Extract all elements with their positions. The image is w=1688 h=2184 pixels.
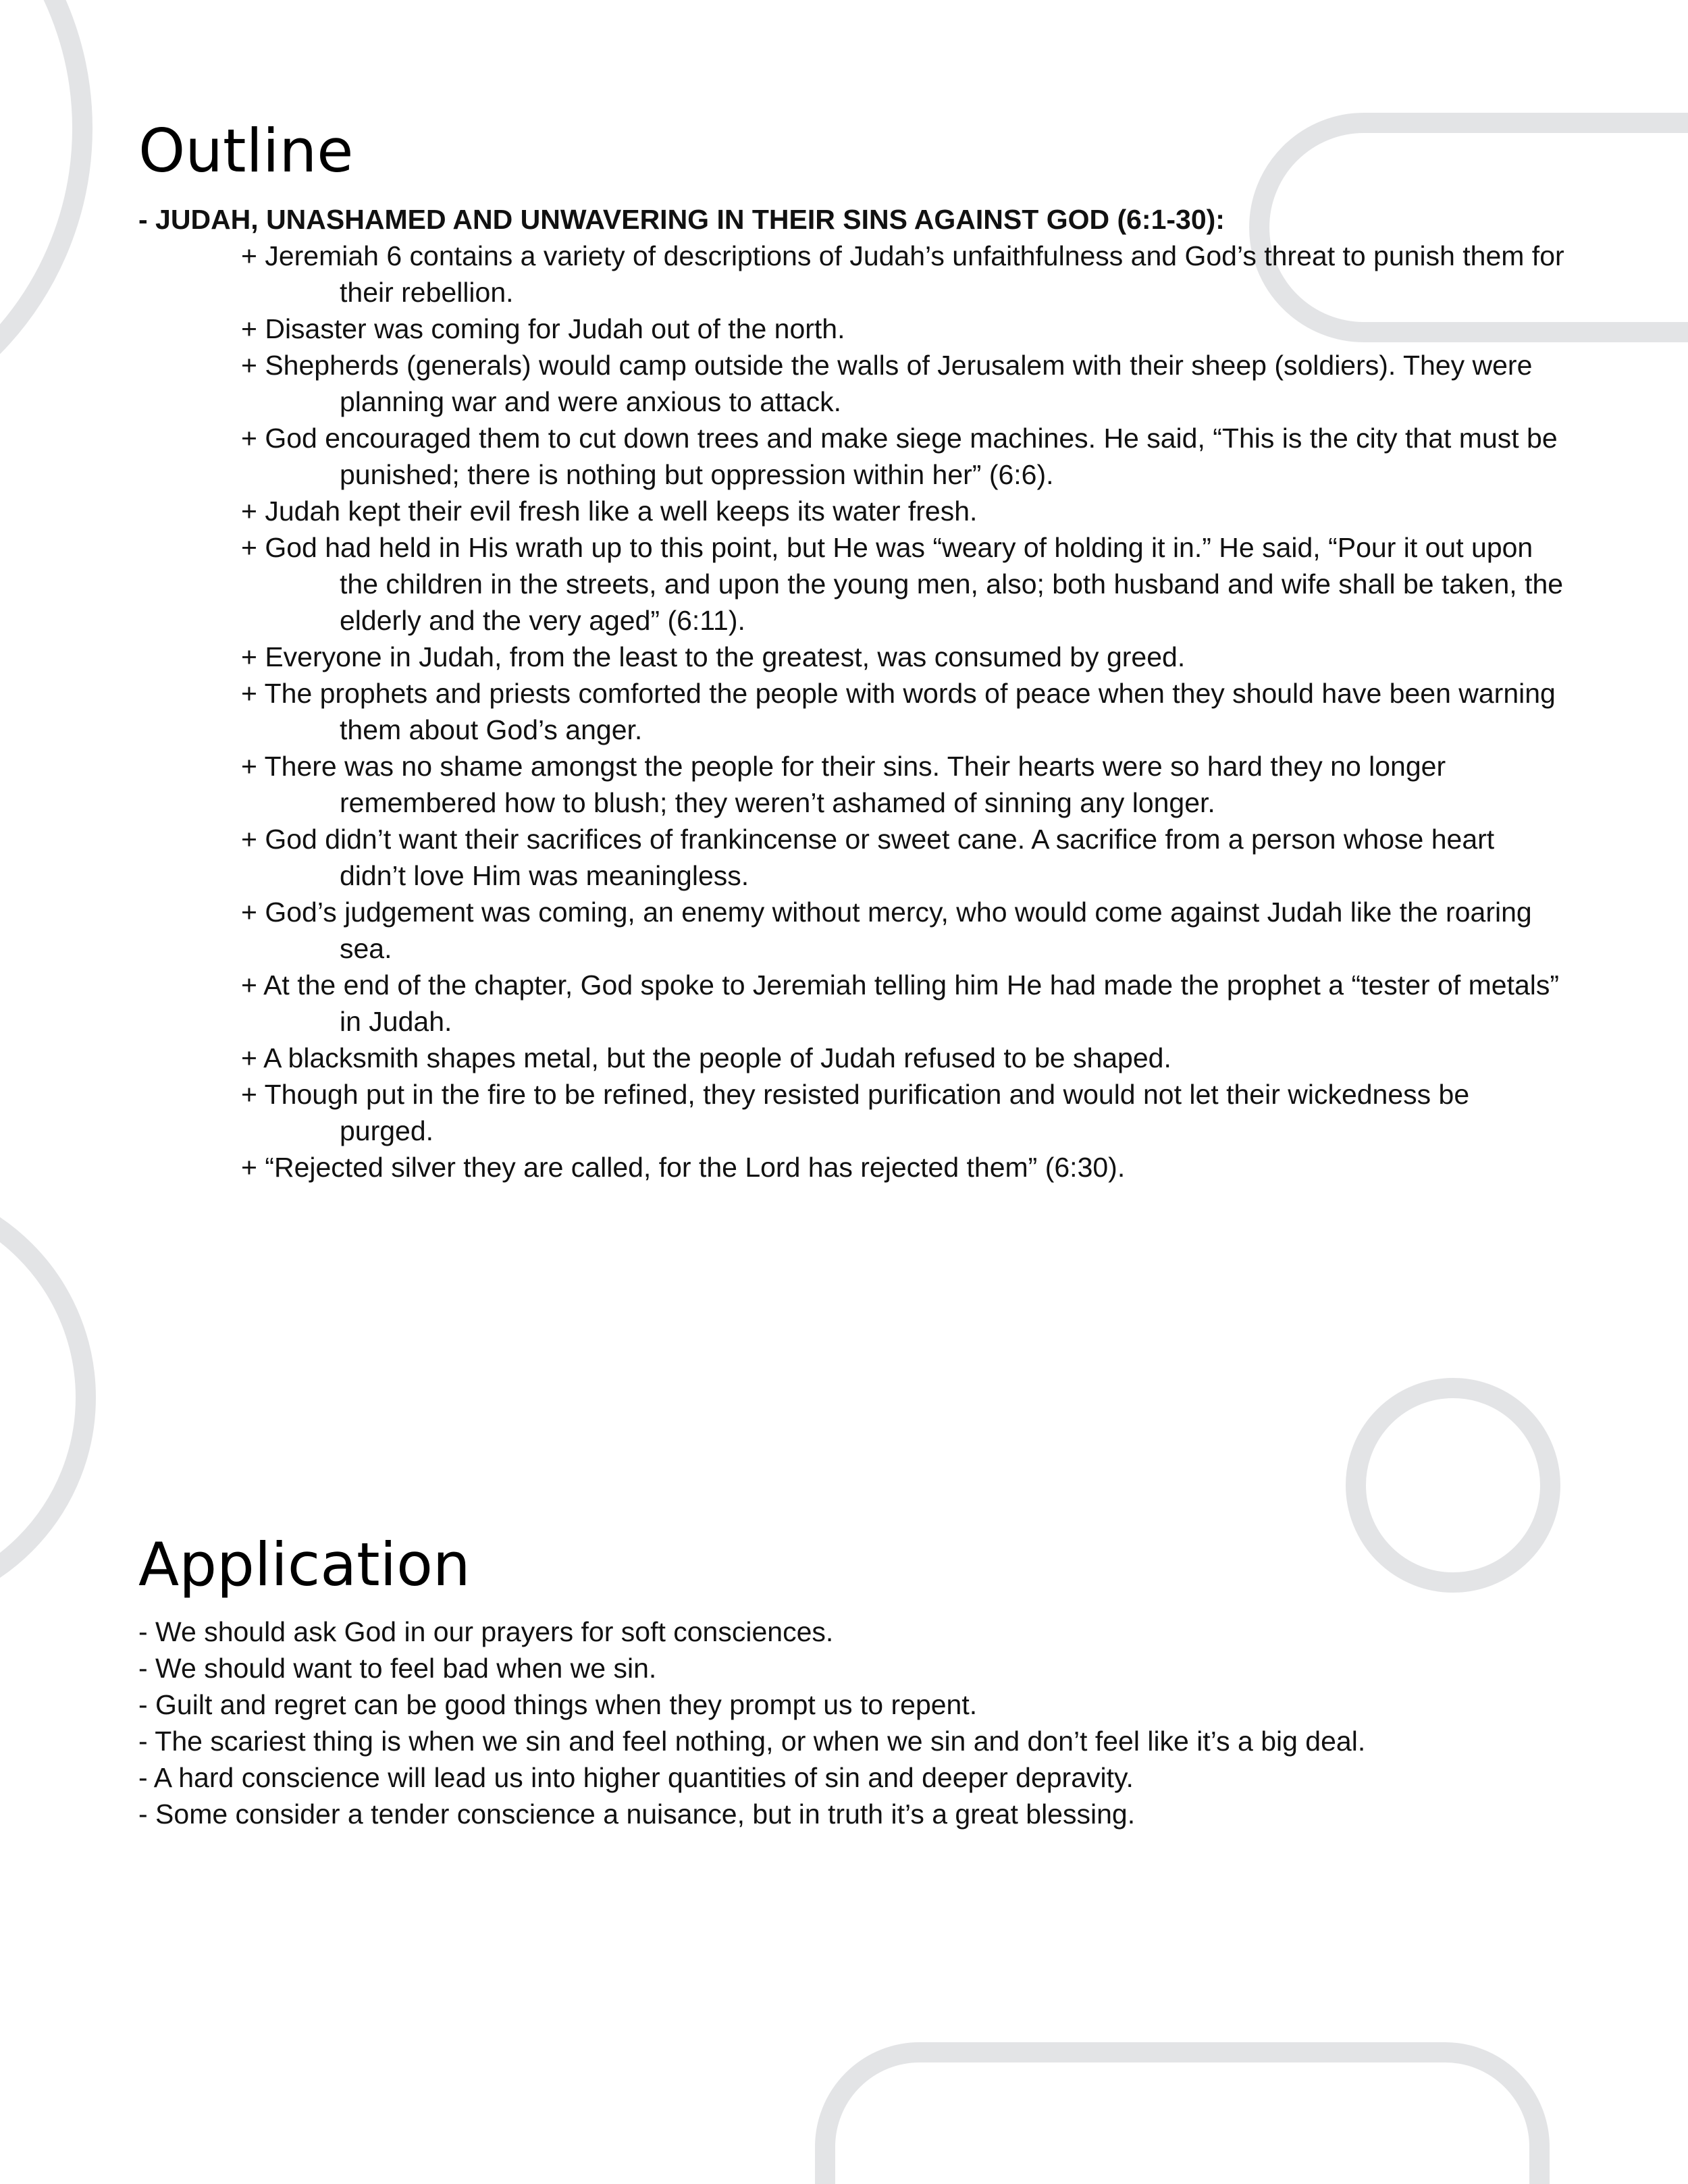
outline-item: + Everyone in Judah, from the least to the greatest, was consumed by greed. — [241, 641, 1186, 672]
outline-item: + The prophets and priests comforted the people with words of peace when they should have been warning them about God’s anger. — [241, 678, 1556, 745]
application-item: - The scariest thing is when we sin and feel nothing, or when we sin and don’t feel like it’s a big deal. — [138, 1726, 1366, 1757]
application-heading: Application — [138, 1530, 471, 1599]
outline-list — [241, 238, 1564, 1186]
application-item: - Some consider a tender conscience a nuisance, but in truth it’s a great blessing. — [138, 1799, 1136, 1830]
application-item: - Guilt and regret can be good things when they prompt us to repent. — [138, 1689, 978, 1720]
outline-item: + Shepherds (generals) would camp outside the walls of Jerusalem with their sheep (soldiers). They were planning war and were anxious to attack. — [241, 350, 1533, 417]
outline-section-label: - JUDAH, UNASHAMED AND UNWAVERING IN THEIR SINS AGAINST GOD (6:1-30): — [138, 204, 1225, 235]
application-item: - We should want to feel bad when we sin. — [138, 1653, 657, 1684]
outline-item: + God encouraged them to cut down trees and make siege machines. He said, “This is the city that must be punished; there is nothing but oppression within her” (6:6). — [241, 423, 1558, 490]
application-item: - We should ask God in our prayers for soft consciences. — [138, 1616, 834, 1647]
outline-item: + There was no shame amongst the people for their sins. Their hearts were so hard they no longer remembered how to blush; they weren’t ashamed of sinning any longer. — [241, 751, 1446, 818]
outline-item: + Judah kept their evil fresh like a well keeps its water fresh. — [241, 496, 978, 527]
outline-item: + Though put in the fire to be refined, they resisted purification and would not let their wickedness be purged. — [241, 1079, 1470, 1146]
application-list — [138, 1614, 1590, 1832]
outline-item: + God had held in His wrath up to this point, but He was “weary of holding it in.” He said, “Pour it out upon the children in the streets, and upon the young men, also; both husband and wife shall be taken, the elderly and the very aged” (6:11). — [241, 532, 1564, 636]
outline-item: + Jeremiah 6 contains a variety of descriptions of Judah’s unfaithfulness and God’s threat to punish them for their rebellion. — [241, 240, 1564, 308]
outline-item: + Disaster was coming for Judah out of the north. — [241, 313, 845, 344]
outline-item: + God didn’t want their sacrifices of frankincense or sweet cane. A sacrifice from a person whose heart didn’t love Him was meaningless. — [241, 824, 1495, 891]
outline-item: + God’s judgement was coming, an enemy without mercy, who would come against Judah like the roaring sea. — [241, 897, 1532, 964]
outline-item: + At the end of the chapter, God spoke to Jeremiah telling him He had made the prophet a “tester of metals” in Judah. — [241, 969, 1560, 1037]
application-item: - A hard conscience will lead us into higher quantities of sin and deeper depravity. — [138, 1762, 1134, 1793]
outline-item: + A blacksmith shapes metal, but the people of Judah refused to be shaped. — [241, 1042, 1171, 1073]
outline-item: + “Rejected silver they are called, for the Lord has rejected them” (6:30). — [241, 1152, 1126, 1183]
outline-heading: Outline — [138, 116, 354, 186]
